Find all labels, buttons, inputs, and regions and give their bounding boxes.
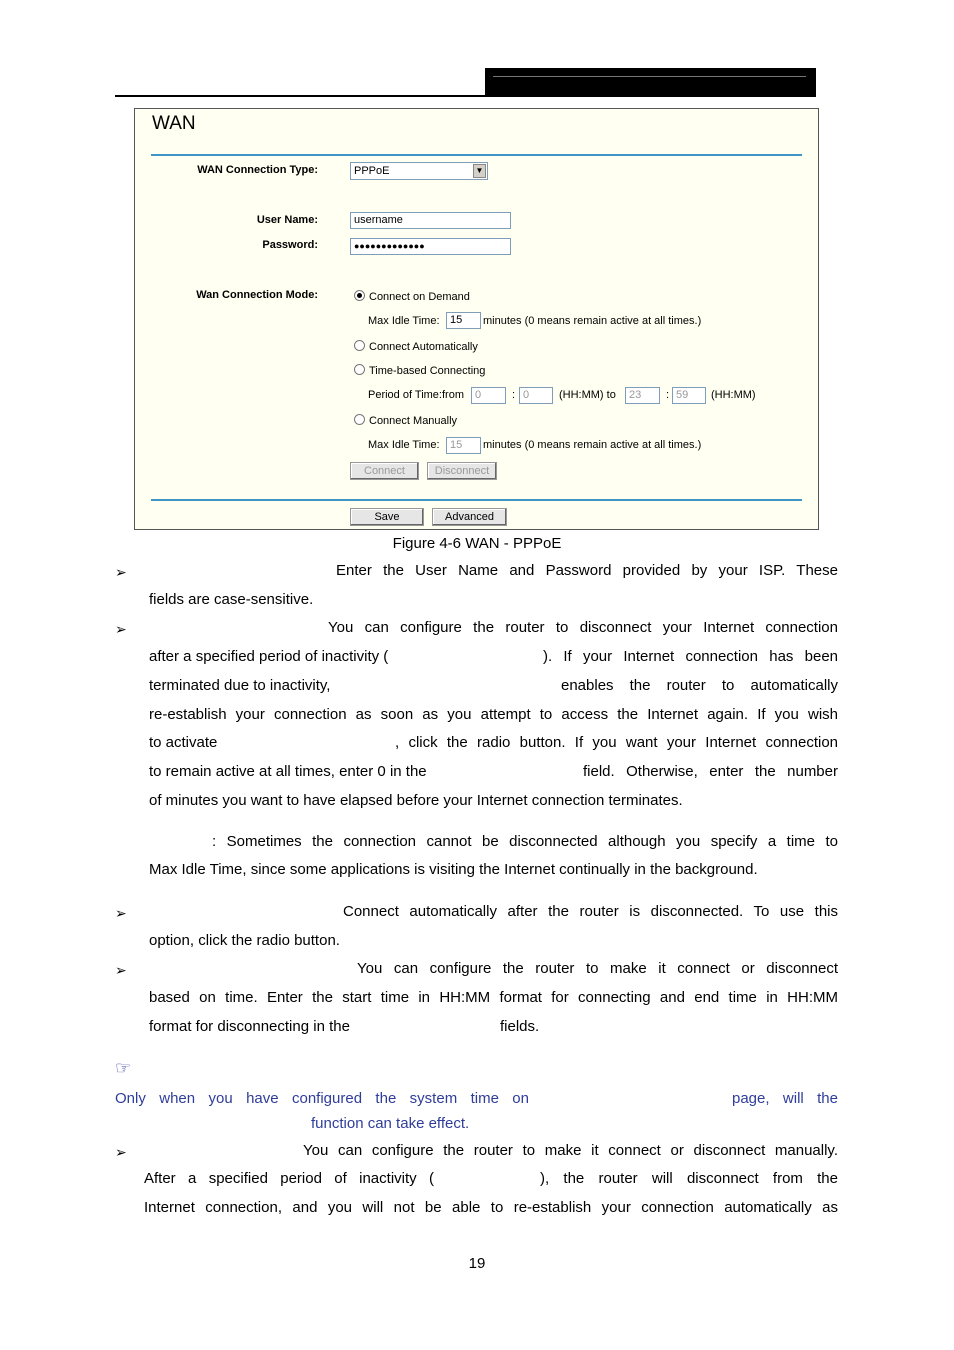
- period-from-hour-input[interactable]: 0: [471, 387, 506, 404]
- bullet-arrow-icon: ➢: [115, 962, 127, 978]
- radio-unselected-icon[interactable]: [354, 414, 365, 425]
- wan-type-select[interactable]: PPPoE ▼: [350, 162, 488, 180]
- hhmm-label: (HH:MM): [711, 389, 756, 401]
- paragraph-time-based: You can configure the router to make it connect or disconnect: [357, 960, 838, 977]
- username-input[interactable]: username: [350, 212, 511, 229]
- max-idle-label-manual: Max Idle Time:: [368, 439, 440, 451]
- note-idle-time: : Sometimes the connection cannot be disconnected although you specify a time to: [212, 833, 838, 850]
- max-idle-input[interactable]: 15: [446, 312, 481, 329]
- colon-separator: :: [512, 389, 516, 401]
- figure-caption: Figure 4-6 WAN - PPPoE: [392, 535, 562, 552]
- radio-unselected-icon[interactable]: [354, 340, 365, 351]
- radio-connect-automatically[interactable]: Connect Automatically: [354, 340, 478, 353]
- wan-type-label: WAN Connection Type:: [197, 164, 318, 176]
- password-label: Password:: [262, 239, 318, 251]
- period-label: Period of Time:from: [368, 389, 464, 401]
- bullet-arrow-icon: ➢: [115, 905, 127, 921]
- paragraph-on-demand: You can configure the router to disconnect your Internet connection: [328, 619, 838, 636]
- colon-separator: :: [666, 389, 670, 401]
- period-to-minute-input[interactable]: 59: [672, 387, 706, 404]
- wan-settings-panel: [134, 108, 819, 530]
- paragraph-credentials: Enter the User Name and Password provided by your ISP. These: [336, 562, 838, 579]
- radio-unselected-icon[interactable]: [354, 364, 365, 375]
- chevron-down-icon[interactable]: ▼: [473, 164, 486, 178]
- username-label: User Name:: [256, 214, 318, 226]
- radio-connect-on-demand[interactable]: Connect on Demand: [354, 290, 470, 303]
- bullet-arrow-icon: ➢: [115, 621, 127, 637]
- mode-label: Wan Connection Mode:: [196, 289, 318, 301]
- max-idle-label: Max Idle Time:: [368, 315, 440, 327]
- radio-time-based[interactable]: Time-based Connecting: [354, 364, 485, 377]
- hand-pointer-icon: ☞: [115, 1058, 132, 1078]
- period-from-minute-input[interactable]: 0: [519, 387, 553, 404]
- bullet-arrow-icon: ➢: [115, 564, 127, 580]
- panel-bottom-rule: [151, 499, 802, 501]
- max-idle-input-manual[interactable]: 15: [446, 437, 481, 454]
- paragraph-manual: You can configure the router to make it connect or disconnect manually.: [303, 1142, 838, 1159]
- note-idle-time-cont: Max Idle Time, since some applications is visiting the Internet continually in the background.: [149, 861, 758, 878]
- disconnect-button[interactable]: Disconnect: [427, 462, 497, 480]
- password-input[interactable]: ●●●●●●●●●●●●●: [350, 238, 511, 255]
- period-to-hour-input[interactable]: 23: [625, 387, 660, 404]
- page-number: 19: [468, 1255, 486, 1272]
- panel-top-rule: [151, 154, 802, 156]
- panel-title: WAN: [152, 113, 196, 134]
- max-idle-hint-manual: minutes (0 means remain active at all times.): [483, 439, 702, 451]
- radio-connect-manually[interactable]: Connect Manually: [354, 414, 457, 427]
- max-idle-hint: minutes (0 means remain active at all times.): [483, 315, 702, 327]
- connect-button[interactable]: Connect: [350, 462, 419, 480]
- header-rule: [115, 95, 487, 97]
- advanced-button[interactable]: Advanced: [432, 508, 507, 526]
- paragraph-time-based-cont: based on time. Enter the start time in HH:MM format for connecting and end time in HH:MM format for disconnecting in the fields.: [149, 989, 838, 1035]
- header-bar: [485, 68, 816, 97]
- paragraph-automatic-cont: option, click the radio button.: [149, 932, 340, 949]
- hhmm-to-label: (HH:MM) to: [559, 389, 616, 401]
- paragraph-automatic: Connect automatically after the router is disconnected. To use this: [343, 903, 838, 920]
- bullet-arrow-icon: ➢: [115, 1144, 127, 1160]
- radio-selected-icon[interactable]: [354, 290, 365, 301]
- save-button[interactable]: Save: [350, 508, 424, 526]
- paragraph-credentials-cont: fields are case-sensitive.: [149, 591, 314, 608]
